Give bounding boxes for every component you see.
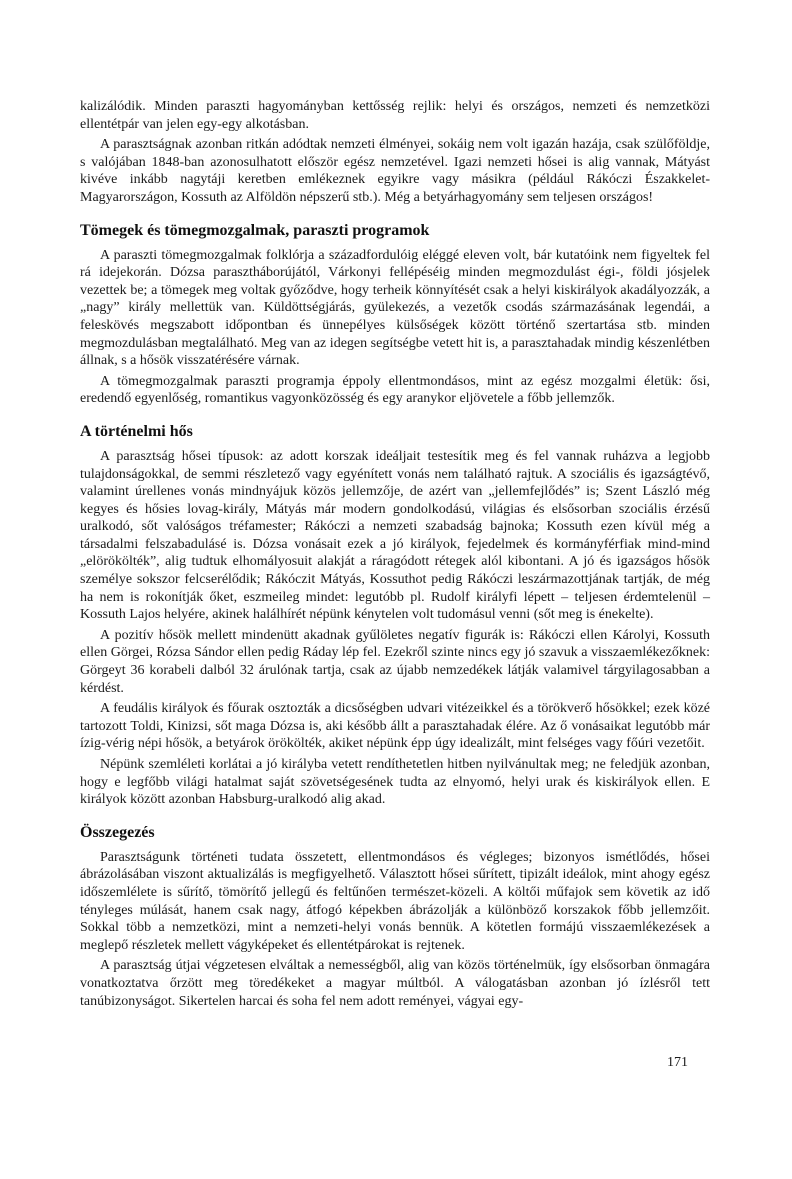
section-heading: Összegezés (80, 823, 155, 841)
paragraph: A feudális királyok és főurak osztozták a dicsőségben udvari vitézeikkel és a törökverő hősökkel; ezek közé tartozott Toldi, Kinizsi, sőt maga Dózsa is, aki később állt a parasztahadak élére. Az ő vonásaikat legutóbb már ízig-vérig népi hősök, a betyárok örökölték, akiket népünk épp úgy idealizált, mint felséges vagy főúri vezetőit. (80, 701, 710, 752)
paragraph: A parasztság hősei típusok: az adott korszak ideáljait testesítik meg és fel vannak ruházva a legjobb tulajdonságokkal, de semmi részletező vagy egyénített vonás nem található rajtuk. A szociális és igazságtévő, valamint úrellenes vonás mindnyájuk közös jellemzője, de azért van „jellemfejlődés” is; Szent László még kegyes és hősies lovag-király, Mátyás már modern gondolkodású, világias és elsősorban szociális érzésű uralkodó, sőt valóságos tréfamester; Rákóczi a nemzeti szabadság bajnoka; Kossuth ezen kívül még a társadalmi felszabadulásé is. Dózsa vonásait ezek a jó királyok, fejedelmek és kormányférfiak mind-mind „elörökölték”, alig tudtuk elhomályosuit alakját a ráragódott rétegek alól kibontani. A jó és igazságos hősök személye sokszor felcserélődik; Rákóczit Mátyás, Kossuthot pedig Rákóczi leszármazottjának tartják, de még ha nem is rokonítják őket, eszmeileg mindet: legutóbb pl. Rudolf királyfi lépett – teljesen érdemtelenül – Kossuth Lajos helyére, akinek halálhírét népünk kénytelen volt tudomásul venni (sőt meg is énekelte). (80, 448, 710, 623)
paragraph: A tömegmozgalmak paraszti programja éppoly ellentmondásos, mint az egész mozgalmi életük: ősi, eredendő egyenlőség, romantikus vagyonközösség és egy aranykor eljövetele a főbb jellemzők. (80, 373, 710, 407)
paragraph: A parasztságnak azonban ritkán adódtak nemzeti élményei, sokáig nem volt igazán hazája, csak szülőföldje, s valójában 1848-ban azonosulhatott először egész nemzetével. Igazi nemzeti hősei is alig vannak, Mátyást kivéve inkább nagytáji keretben emlékeznek egyikre vagy másikra (például Rákóczi Északkelet-Magyarországon, Kossuth az Alföldön népszerű stb.). Még a betyárhagyomány sem teljesen országos! (80, 137, 710, 205)
page-number: 171 (667, 1055, 688, 1070)
body-text (80, 98, 710, 1013)
section-heading: A történelmi hős (80, 422, 193, 440)
paragraph: A pozitív hősök mellett mindenütt akadnak gyűlöletes negatív figurák is: Rákóczi ellen Károlyi, Kossuth ellen Görgei, Rózsa Sándor ellen pedig Ráday lép fel. Ezekről szinte nincs egy jó szavuk a visszaemlékezőknek: Görgeyt 36 korabeli dalból 32 árulónak tartja, csak az újabb nemzedékek látják valamivel tárgyilagosabban a kérdést. (80, 627, 710, 696)
paragraph: Parasztságunk történeti tudata összetett, ellentmondásos és végleges; bizonyos ismétlődés, hősei ábrázolásában viszont aktualizálás is megfigyelhető. Választott hősei sűrített, tipizált ideálok, mint ahogy egész időszemlélete is sűrítő, tömörítő jellegű és feltűnően természet-közeli. A költői műfajok sem követik az idő tényleges múlását, hanem csak nagy, átfogó képekben ábrázolják a különböző korszakok főbb jellemzőit. Sokkal több a nemzetközi, mint a nemzeti-helyi vonás bennük. A kötetlen formájú visszaemlékezések a meglepő részletek mellett vágyképeket és ellentétpárokat is rejtenek. (80, 849, 710, 953)
section-heading: Tömegek és tömegmozgalmak, paraszti programok (80, 221, 430, 239)
paragraph: Népünk szemléleti korlátai a jó királyba vetett rendíthetetlen hitben nyilvánultak meg; ne feledjük azonban, hogy e legfőbb világi hatalmat saját szövetségesének tudta az elnyomó, helyi urak és kiskirályok ellen. E királyok között azonban Habsburg-uralkodó alig akad. (80, 757, 710, 808)
paragraph: A parasztság útjai végzetesen elváltak a nemességből, alig van közös történelmük, így elsősorban önmagára vonatkoztatva őrzött meg töredékeket a magyar múltból. A válogatásban azonban jó ízlésről tett tanúbizonyságot. Sikertelen harcai és soha fel nem adott reményei, vágyai egy- (80, 958, 710, 1009)
paragraph: A paraszti tömegmozgalmak folklórja a századfordulóig eléggé eleven volt, bár kutatóink nem figyeltek fel rá idejekorán. Dózsa parasztháborújától, Várkonyi fellépéséig minden megmozdulást égi-, földi jósjelek vezettek be; a tömegek meg voltak győződve, hogy terheik könnyítését csak a helyi kiskirályok akadályozzák, a „nagy” király mellettük van. Küldöttségjárás, gyülekezés, a vezetők csodás származásának legendái, a feleskövés megszabott időpontban és ünnepélyes külsőségek között történő szertartása stb. minden megmozdulásban megtalálható. Meg van az idegen segítségbe vetett hit is, a parasztahadak mindig készenlétben állnak, s a hősök visszatérésére várnak. (80, 247, 710, 369)
paragraph: kalizálódik. Minden paraszti hagyományban kettősség rejlik: helyi és országos, nemzeti és nemzetközi ellentétpár van jelen egy-egy alkotásban. (80, 99, 710, 132)
